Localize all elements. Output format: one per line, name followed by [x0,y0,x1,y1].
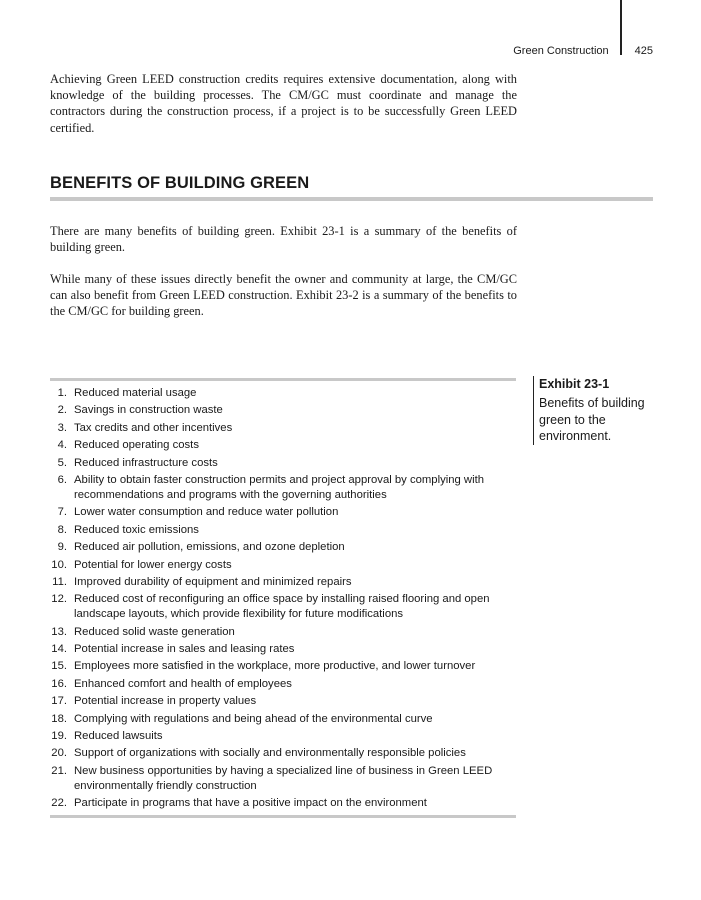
benefit-number: 8. [57,523,67,536]
benefit-text: Reduced solid waste generation [74,625,235,638]
benefits-list [50,386,520,814]
benefit-number: 6. [57,473,67,486]
exhibit-caption [533,376,659,445]
body-paragraph-1: There are many benefits of building green. Exhibit 23-1 is a summary of the benefits of building green. [50,224,517,255]
benefit-number: 4. [57,439,67,452]
benefit-number: 20. [51,747,67,760]
benefit-text: Reduced infrastructure costs [74,456,218,469]
benefit-number: 11. [52,575,67,588]
benefit-text: Savings in construction waste [74,404,223,417]
benefit-text: Potential for lower energy costs [74,558,232,571]
benefit-item [50,746,520,761]
benefit-text: New business opportunities by having a specialized line of business in Green LEED environmentally friendly construction [74,764,493,792]
benefit-text: Improved durability of equipment and minimized repairs [74,575,352,588]
benefit-number: 18. [51,712,67,725]
benefit-item [50,456,520,471]
benefit-item [50,575,520,590]
benefit-text: Enhanced comfort and health of employees [74,677,292,690]
benefit-number: 7. [57,506,67,519]
benefit-item [50,438,520,453]
page-number: 425 [634,45,653,57]
benefit-item [50,659,520,674]
benefit-text: Reduced material usage [74,387,197,399]
benefit-number: 22. [51,797,67,810]
exhibit-label: Exhibit 23-1 [539,377,610,391]
benefit-number: 2. [57,404,67,417]
benefit-item [50,677,520,692]
benefit-text: Reduced toxic emissions [74,523,199,536]
benefit-item [50,386,520,401]
intro-paragraph: Achieving Green LEED construction credits requires extensive documentation, along with knowledge of the building processes. The CM/GC must coordinate and manage the contractors during the construction process, if a project is to be successfully Green LEED certified. [50,72,517,135]
exhibit-title: Benefits of building green to the environment. [539,396,645,443]
benefit-text: Complying with regulations and being ahead of the environmental curve [74,712,433,725]
benefit-number: 17. [51,695,67,708]
benefit-text: Reduced lawsuits [74,730,163,743]
benefit-number: 9. [57,541,67,554]
benefit-number: 19. [51,730,67,743]
benefit-number: 21. [51,764,67,777]
benefit-item [50,473,520,503]
benefit-text: Employees more satisfied in the workplace, more productive, and lower turnover [74,660,476,673]
benefit-item [50,764,520,794]
benefit-text: Reduced air pollution, emissions, and ozone depletion [74,541,345,554]
benefit-number: 3. [57,421,67,434]
benefit-text: Tax credits and other incentives [74,421,233,434]
benefit-number: 10. [51,558,67,571]
benefit-item [50,694,520,709]
benefit-text: Potential increase in property values [74,695,257,708]
benefit-text: Ability to obtain faster construction permits and project approval by complying with recommendations and programs with the governing authorities [74,473,485,501]
section-title-rule [50,197,653,201]
benefit-text: Potential increase in sales and leasing rates [74,643,295,656]
benefit-item [50,523,520,538]
benefit-number: 15. [51,660,67,673]
benefit-item [50,796,520,811]
benefit-item [50,642,520,657]
benefit-item [50,558,520,573]
body-paragraph-2: While many of these issues directly benefit the owner and community at large, the CM/GC can also benefit from Green LEED construction. Exhibit 23-2 is a summary of the benefits to the CM/GC for building green. [50,272,517,319]
benefit-text: Reduced operating costs [74,439,199,452]
benefit-text: Participate in programs that have a positive impact on the environment [74,797,427,810]
benefit-item [50,729,520,744]
benefit-item [50,505,520,520]
benefit-item [50,592,520,622]
exhibit-top-rule [50,378,516,381]
benefit-number: 1. [57,387,67,399]
running-header [513,45,653,57]
benefit-number: 5. [57,456,67,469]
benefit-number: 13. [51,625,67,638]
exhibit-bottom-rule [50,815,516,818]
benefit-item [50,625,520,640]
benefit-number: 14. [51,643,67,656]
benefit-item [50,540,520,555]
benefit-item [50,421,520,436]
benefit-text: Support of organizations with socially and environmentally responsible policies [74,747,466,760]
benefit-number: 12. [51,593,67,606]
benefit-item [50,712,520,727]
benefit-text: Reduced cost of reconfiguring an office space by installing raised flooring and open landscape layouts, which provide flexibility for future modifications [74,593,490,621]
running-header-section: Green Construction [513,45,609,57]
benefit-item [50,403,520,418]
section-title: BENEFITS OF BUILDING GREEN [50,174,310,192]
benefit-number: 16. [51,677,67,690]
benefit-text: Lower water consumption and reduce water pollution [74,506,339,519]
